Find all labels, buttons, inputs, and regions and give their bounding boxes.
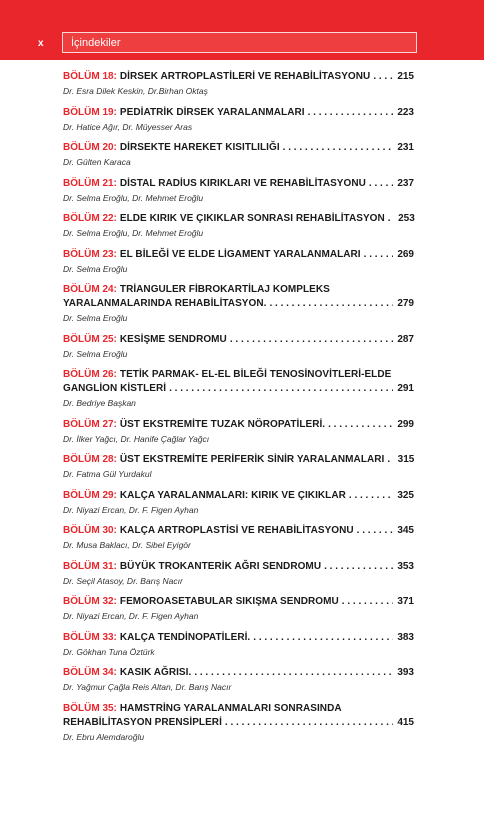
chapter-authors: Dr. Yağmur Çağla Reis Altan, Dr. Barış Nacır (63, 682, 232, 692)
toc-entry (63, 560, 414, 588)
chapter-title: GANGLİON KİSTLERİ (63, 383, 167, 394)
toc-entry (63, 489, 414, 517)
chapter-label: BÖLÜM 32: (63, 596, 117, 607)
toc-title-line (63, 631, 414, 645)
page-ref: 223 (397, 106, 414, 118)
page-ref: 353 (397, 560, 414, 572)
toc-title-line (63, 382, 414, 396)
toc-entry-title (63, 283, 414, 311)
toc-title-line (63, 489, 414, 503)
toc-entry (63, 177, 414, 205)
toc-entry (63, 702, 414, 744)
dot-leader (308, 106, 393, 120)
section-title-box (62, 32, 417, 53)
toc-title-line (63, 177, 414, 191)
toc-title-line (63, 666, 414, 680)
toc-entry (63, 106, 414, 134)
dot-leader (283, 141, 393, 155)
toc-entry-title (63, 177, 414, 191)
chapter-label: BÖLÜM 27: (63, 418, 117, 430)
toc-title-line (63, 212, 414, 226)
toc-title-line (63, 283, 414, 297)
chapter-label: BÖLÜM 19: (63, 106, 117, 118)
toc-entry-title (63, 70, 414, 84)
chapter-label: BÖLÜM 35: (63, 702, 117, 714)
chapter-authors: Dr. Seçil Atasoy, Dr. Barış Nacır (63, 575, 183, 586)
page-ref: 371 (397, 596, 414, 607)
chapter-authors: Dr. Selma Eroğlu, Dr. Mehmet Eroğlu (63, 192, 204, 203)
dot-leader (225, 716, 393, 730)
toc-entry (63, 333, 414, 361)
chapter-title: TETİK PARMAK- EL-EL BİLEĞİ TENOSİNOVİTLERİ-ELDE (119, 369, 392, 380)
chapter-title: ÜST EKSTREMİTE TUZAK NÖROPATİLERİ. (119, 418, 326, 430)
page-ref: 253 (398, 213, 415, 224)
dot-leader (230, 333, 393, 347)
toc-title-line (63, 70, 414, 84)
page-ref: 237 (397, 177, 414, 189)
toc-entry-title (63, 489, 414, 503)
chapter-authors: Dr. Niyazi Ercan, Dr. F. Figen Ayhan (63, 611, 199, 621)
section-title: İçindekiler (71, 37, 121, 49)
chapter-label: BÖLÜM 24: (63, 284, 117, 295)
page-ref: 269 (397, 248, 414, 260)
chapter-authors: Dr. Esra Dilek Keskin, Dr.Birhan Oktaş (63, 86, 208, 96)
toc-title-line (63, 418, 414, 432)
page-ref: 415 (397, 716, 414, 728)
chapter-authors: Dr. Musa Baklacı, Dr. Sibel Eyigör (63, 540, 191, 550)
chapter-label: BÖLÜM 29: (63, 489, 117, 501)
chapter-label: BÖLÜM 34: (63, 667, 117, 678)
chapter-label: BÖLÜM 31: (63, 560, 117, 572)
dot-leader (369, 177, 393, 191)
dot-leader (342, 595, 393, 609)
chapter-authors: Dr. Ebru Alemdaroğlu (63, 731, 145, 742)
page-ref: 287 (397, 333, 414, 345)
toc-entry (63, 70, 414, 98)
toc-title-line (63, 248, 414, 262)
dot-leader (328, 418, 393, 432)
chapter-title: KALÇA YARALANMALARI: KIRIK VE ÇIKIKLAR (119, 489, 346, 501)
chapter-authors: Dr. Selma Eroğlu (63, 263, 128, 274)
toc-entry (63, 631, 414, 659)
page-ref: 325 (397, 489, 414, 501)
toc-entry-title (63, 333, 414, 347)
chapter-title: KALÇA ARTROPLASTİSİ VE REHABİLİTASYONU (119, 525, 354, 536)
chapter-title: BÜYÜK TROKANTERİK AĞRI SENDROMU (119, 560, 322, 572)
toc-title-line (63, 716, 414, 730)
toc-entry-title (63, 631, 414, 645)
toc-entry-title (63, 595, 414, 609)
chapter-label: BÖLÜM 26: (63, 369, 117, 380)
chapter-title: HAMSTRİNG YARALANMALARI SONRASINDA (119, 702, 342, 714)
page-ref: 291 (397, 383, 414, 394)
chapter-title: ELDE KIRIK VE ÇIKIKLAR SONRASI REHABİLİTASYON (119, 213, 385, 224)
page-ref: 215 (397, 71, 414, 82)
toc-entry (63, 666, 414, 694)
page-header (0, 0, 484, 60)
chapter-title: TRİANGULER FİBROKARTİLAJ KOMPLEKS (119, 284, 330, 295)
toc-entry (63, 595, 414, 623)
table-of-contents (63, 70, 414, 751)
chapter-title: KESİŞME SENDROMU (119, 333, 227, 345)
dot-leader (169, 382, 393, 396)
dot-leader (194, 666, 393, 680)
toc-title-line (63, 297, 414, 311)
page-ref: 383 (397, 631, 414, 643)
toc-entry-title (63, 248, 414, 262)
toc-title-line (63, 595, 414, 609)
chapter-title: FEMOROASETABULAR SIKIŞMA SENDROMU (119, 596, 339, 607)
dot-leader (387, 453, 393, 467)
toc-entry-title (63, 418, 414, 432)
toc-entry (63, 368, 414, 410)
toc-title-line (63, 702, 414, 716)
toc-title-line (63, 560, 414, 574)
dot-leader (253, 631, 393, 645)
chapter-label: BÖLÜM 21: (63, 177, 117, 189)
dot-leader (373, 70, 393, 84)
chapter-title: KASIK AĞRISI. (119, 667, 192, 678)
toc-title-line (63, 524, 414, 538)
chapter-authors: Dr. Selma Eroğlu (63, 348, 128, 359)
toc-title-line (63, 106, 414, 120)
chapter-title: ÜST EKSTREMİTE PERİFERİK SİNİR YARALANMALARI (119, 454, 385, 465)
page-ref: 393 (397, 667, 414, 678)
toc-entry (63, 212, 414, 240)
page-ref: 231 (397, 142, 414, 153)
chapter-label: BÖLÜM 25: (63, 333, 117, 345)
page-ref: 279 (397, 298, 414, 309)
chapter-authors: Dr. Bedriye Başkan (63, 398, 136, 408)
toc-entry-title (63, 702, 414, 730)
chapter-label: BÖLÜM 23: (63, 248, 117, 260)
chapter-authors: Dr. Selma Eroğlu (63, 313, 128, 323)
page-ref: 345 (397, 525, 414, 536)
toc-entry (63, 248, 414, 276)
toc-entry-title (63, 141, 414, 155)
toc-title-line (63, 333, 414, 347)
page-ref: 315 (397, 454, 415, 465)
toc-entry (63, 283, 414, 325)
dot-leader (349, 489, 393, 503)
toc-entry-title (63, 524, 414, 538)
page-ref: 299 (397, 418, 414, 430)
chapter-title: PEDİATRİK DİRSEK YARALANMALARI (119, 106, 305, 118)
toc-entry-title (63, 453, 414, 467)
toc-entry-title (63, 212, 414, 226)
toc-entry-title (63, 368, 414, 396)
chapter-authors: Dr. Gökhan Tuna Öztürk (63, 646, 155, 657)
dot-leader (364, 248, 393, 262)
toc-entry (63, 524, 414, 552)
toc-entry (63, 453, 414, 481)
dot-leader (324, 560, 393, 574)
chapter-title: YARALANMALARINDA REHABİLİTASYON. (63, 298, 267, 309)
chapter-title: EL BİLEĞİ VE ELDE LİGAMENT YARALANMALARI (119, 248, 361, 260)
chapter-authors: Dr. Niyazi Ercan, Dr. F. Figen Ayhan (63, 504, 199, 515)
chapter-authors: Dr. Fatma Gül Yurdakul (63, 469, 152, 479)
chapter-authors: Dr. Hatice Ağır, Dr. Müyesser Aras (63, 121, 193, 132)
toc-entry-title (63, 560, 414, 574)
toc-title-line (63, 368, 414, 382)
toc-entry (63, 141, 414, 169)
chapter-authors: Dr. Selma Eroğlu, Dr. Mehmet Eroğlu (63, 228, 204, 238)
chapter-title: KALÇA TENDİNOPATİLERİ. (119, 631, 251, 643)
chapter-authors: Dr. Gülten Karaca (63, 157, 131, 167)
chapter-title: DİRSEKTE HAREKET KISITLILIĞI (119, 142, 280, 153)
chapter-authors: Dr. İlker Yağcı, Dr. Hanife Çağlar Yağcı (63, 433, 210, 444)
dot-leader (269, 297, 393, 311)
toc-title-line (63, 453, 414, 467)
chapter-title: DİRSEK ARTROPLASTİLERİ VE REHABİLİTASYONU (119, 71, 371, 82)
chapter-label: BÖLÜM 28: (63, 454, 117, 465)
dot-leader (388, 212, 394, 226)
chapter-label: BÖLÜM 20: (63, 142, 117, 153)
dot-leader (357, 524, 393, 538)
toc-entry-title (63, 106, 414, 120)
page-number: x (38, 38, 44, 49)
toc-entry-title (63, 666, 414, 680)
toc-title-line (63, 141, 414, 155)
chapter-title: REHABİLİTASYON PRENSİPLERİ (63, 716, 222, 728)
chapter-label: BÖLÜM 30: (63, 525, 117, 536)
chapter-title: DİSTAL RADİUS KIRIKLARI VE REHABİLİTASYONU (119, 177, 366, 189)
chapter-label: BÖLÜM 18: (63, 71, 117, 82)
chapter-label: BÖLÜM 22: (63, 213, 117, 224)
chapter-label: BÖLÜM 33: (63, 631, 117, 643)
toc-entry (63, 418, 414, 446)
